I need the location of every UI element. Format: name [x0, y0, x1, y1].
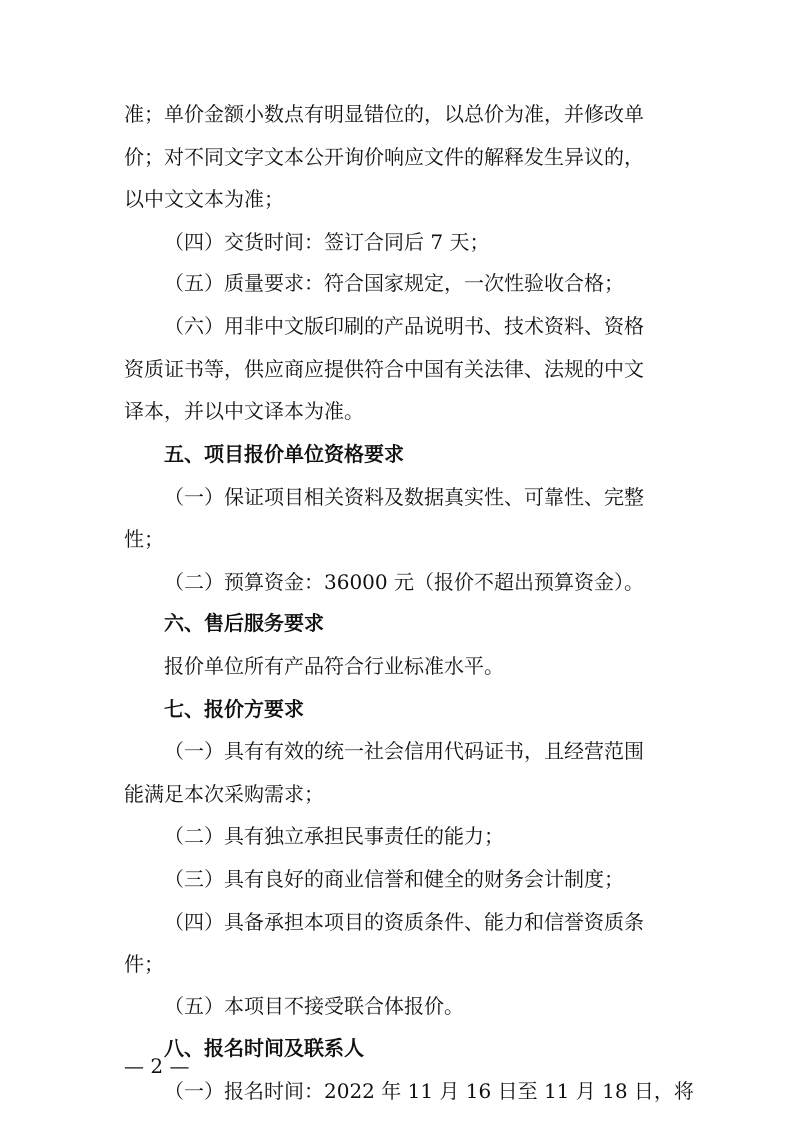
- text-line-10: （一）保证项目相关资料及数据真实性、可靠性、完整: [164, 485, 644, 509]
- text-line-18: （二）具有独立承担民事责任的能力；: [164, 824, 504, 848]
- text-line-24: （一）报名时间：2022 年 11 月 16 日至 11 月 18 日，将: [164, 1079, 694, 1103]
- text-line-20: （四）具备承担本项目的资质条件、能力和信誉资质条: [164, 910, 644, 934]
- text-line-6: （六）用非中文版印刷的产品说明书、技术资料、资格: [164, 314, 644, 338]
- text-line-4: （四）交货时间：签订合同后 7 天；: [164, 230, 490, 254]
- section-heading-5: 五、项目报价单位资格要求: [164, 442, 404, 466]
- text-line-7: 资质证书等，供应商应提供符合中国有关法律、法规的中文: [124, 357, 644, 381]
- text-line-17: 能满足本次采购需求；: [124, 782, 324, 806]
- text-line-16: （一）具有有效的统一社会信用代码证书，且经营范围: [164, 739, 644, 763]
- text-line-11: 性；: [124, 527, 164, 551]
- page-number: — 2 —: [124, 1054, 190, 1078]
- text-line-19: （三）具有良好的商业信誉和健全的财务会计制度；: [164, 867, 624, 891]
- section-heading-7: 七、报价方要求: [164, 697, 304, 721]
- text-line-2: 价；对不同文字文本公开询价响应文件的解释发生异议的，: [124, 145, 644, 169]
- text-line-12: （二）预算资金：36000 元（报价不超出预算资金）。: [164, 570, 644, 594]
- text-line-22: （五）本项目不接受联合体报价。: [164, 994, 464, 1018]
- text-line-1: 准；单价金额小数点有明显错位的，以总价为准，并修改单: [124, 102, 644, 126]
- section-heading-8: 八、报名时间及联系人: [164, 1036, 364, 1060]
- text-line-3: 以中文文本为准；: [124, 187, 284, 211]
- text-line-5: （五）质量要求：符合国家规定，一次性验收合格；: [164, 271, 624, 295]
- text-line-21: 件；: [124, 952, 164, 976]
- text-line-8: 译本，并以中文译本为准。: [124, 399, 364, 423]
- text-line-14: 报价单位所有产品符合行业标准水平。: [164, 654, 504, 678]
- section-heading-6: 六、售后服务要求: [164, 611, 324, 635]
